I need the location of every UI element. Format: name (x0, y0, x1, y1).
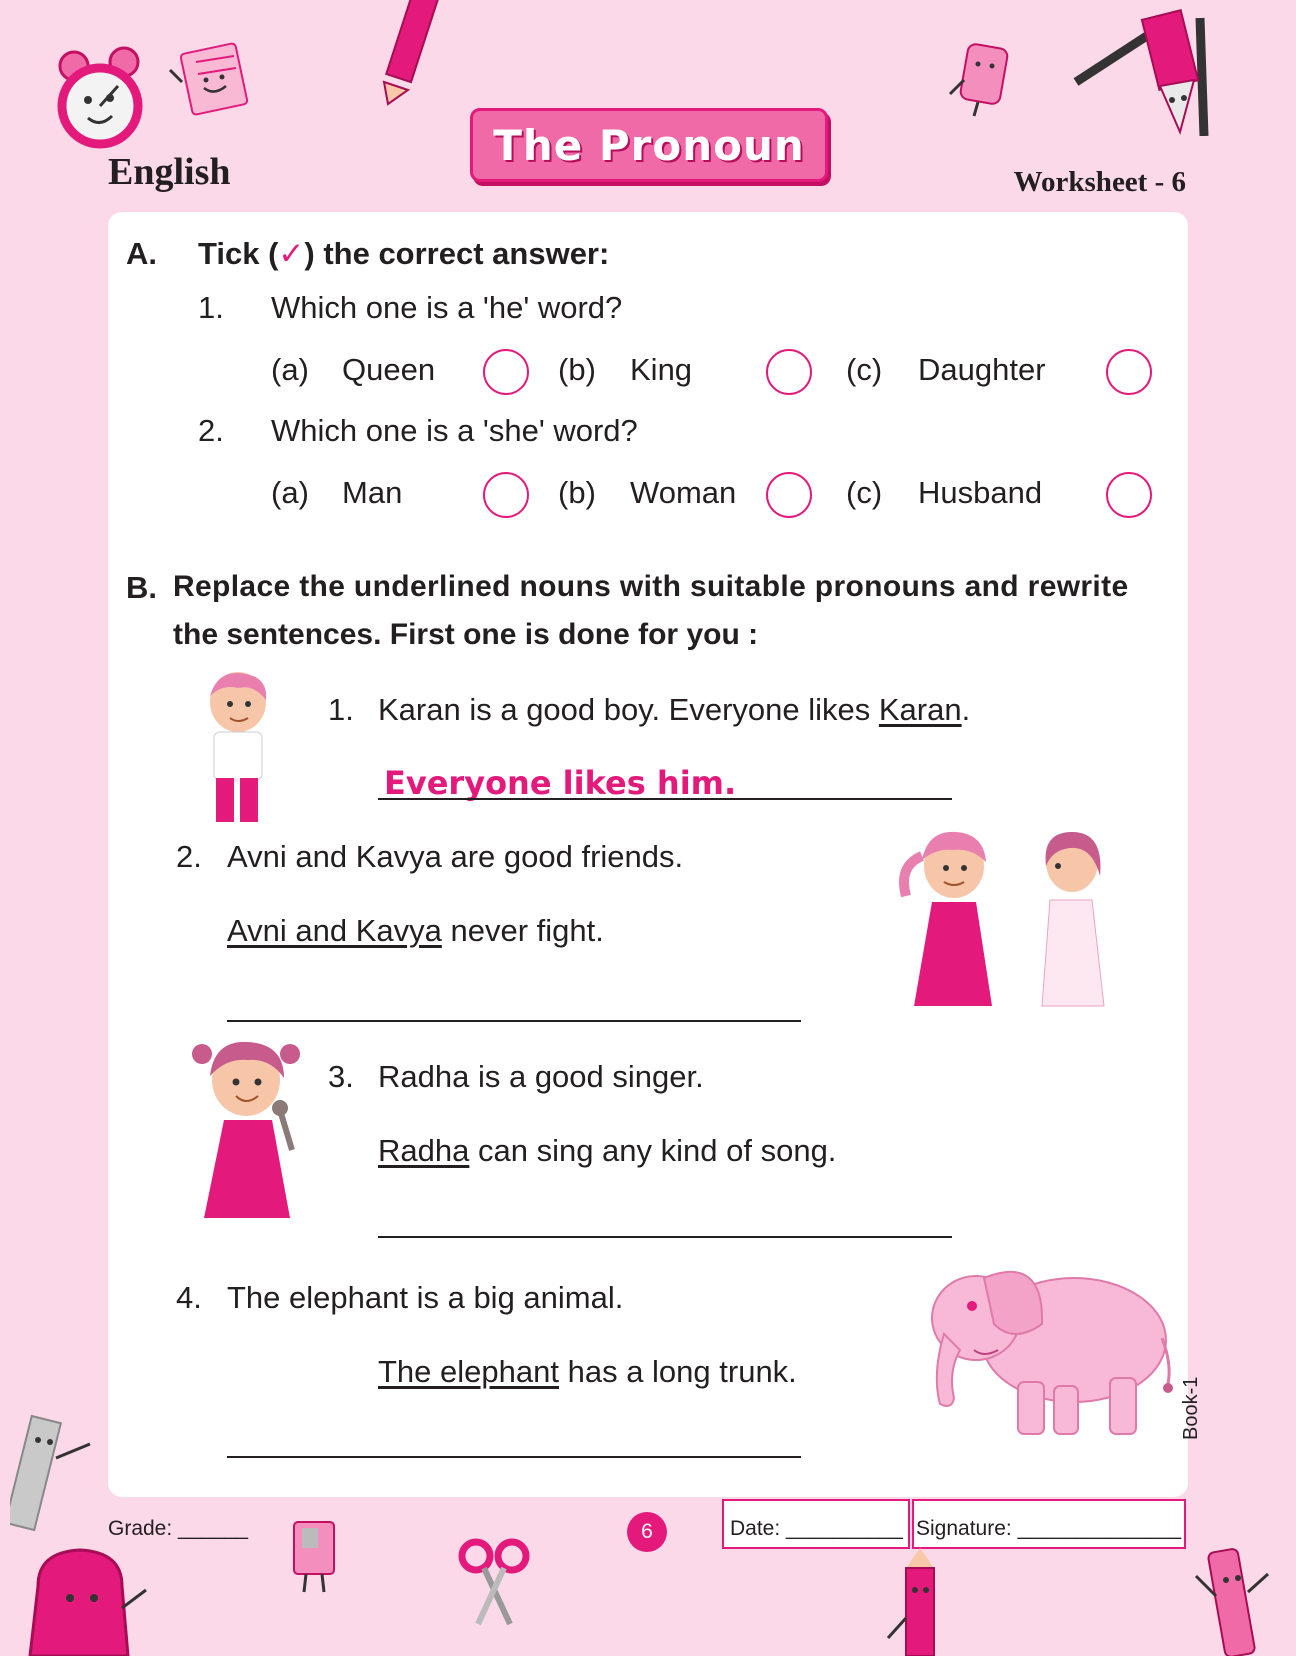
sentence-text: has a long trunk. (558, 1354, 797, 1389)
option-label: (a) (271, 352, 309, 387)
option-label: (c) (846, 475, 883, 510)
elephant-illustration (914, 1254, 1178, 1442)
page-number: 6 (627, 1512, 667, 1552)
option-text: Woman (630, 475, 737, 510)
marker-character-icon (1192, 1540, 1272, 1656)
scissors-icon (454, 1536, 534, 1628)
option-text: Husband (918, 475, 1043, 510)
option-text: King (630, 352, 693, 387)
sentence-text: can sing any kind of song. (469, 1133, 837, 1168)
answer-line[interactable] (227, 1456, 801, 1458)
answer-line[interactable] (227, 1020, 801, 1022)
section-a-instruction (198, 236, 609, 272)
underlined-noun: Avni and Kavya (227, 913, 442, 948)
date-field[interactable]: Date: __________ (730, 1517, 903, 1540)
notepad-icon (168, 42, 258, 122)
book-label: Book-1 (1180, 1376, 1202, 1440)
answer-line[interactable] (378, 798, 952, 800)
instruction-text: Tick ( (198, 236, 279, 271)
alarm-clock-icon (52, 42, 152, 150)
worksheet-number: Worksheet - 6 (1013, 166, 1186, 198)
sharpener-character-icon (282, 1516, 346, 1596)
pencil-character-icon (886, 1548, 956, 1656)
grade-field[interactable]: Grade: ______ (108, 1517, 249, 1540)
item-number: 1. (328, 692, 354, 727)
page-title: The Pronoun (493, 120, 805, 170)
item-number: 4. (176, 1280, 202, 1315)
item-sentence: Avni and Kavya are good friends. (227, 839, 684, 874)
item-sentence (378, 692, 970, 728)
sentence-text: Karan is a good boy. Everyone likes (378, 692, 879, 727)
underlined-noun: Karan (878, 692, 962, 727)
answer-circle[interactable] (766, 349, 812, 395)
ruler-pencil-icon (1070, 8, 1220, 136)
answer-circle[interactable] (483, 472, 529, 518)
answer-circle[interactable] (766, 472, 812, 518)
instruction-text: ) the correct answer: (304, 236, 610, 271)
section-b-letter: B. (126, 570, 157, 605)
sample-answer: Everyone likes him. (384, 764, 737, 802)
item-number: 2. (176, 839, 202, 874)
option-label: (b) (558, 352, 596, 387)
two-girls-illustration (892, 826, 1124, 1012)
option-label: (a) (271, 475, 309, 510)
item-rewrite-sentence (378, 1354, 797, 1390)
subject-label: English (108, 151, 231, 193)
singing-girl-illustration (180, 1032, 320, 1222)
section-a-letter: A. (126, 236, 157, 271)
boy-illustration (198, 668, 284, 826)
question-number: 1. (198, 290, 224, 325)
eraser-icon (944, 40, 1024, 120)
item-rewrite-sentence (378, 1133, 836, 1169)
title-banner (470, 108, 828, 182)
section-b-instruction-line1: Replace the underlined nouns with suitable pronouns and rewrite (173, 570, 1129, 603)
item-sentence: The elephant is a big animal. (227, 1280, 624, 1315)
item-rewrite-sentence (227, 913, 604, 949)
option-text: Queen (342, 352, 436, 387)
question-text: Which one is a 'she' word? (271, 413, 638, 448)
underlined-noun: Radha (378, 1133, 470, 1168)
option-text: Man (342, 475, 403, 510)
pencil-icon (370, 0, 440, 108)
item-sentence: Radha is a good singer. (378, 1059, 704, 1094)
sentence-text: never fight. (441, 913, 604, 948)
underlined-noun: The elephant (378, 1354, 559, 1389)
tick-mark-icon: ✓ (278, 236, 305, 271)
option-label: (c) (846, 352, 883, 387)
section-b-instruction-line2: the sentences. First one is done for you : (173, 618, 759, 651)
answer-circle[interactable] (1106, 349, 1152, 395)
answer-circle[interactable] (1106, 472, 1152, 518)
question-text: Which one is a 'he' word? (271, 290, 623, 325)
answer-circle[interactable] (483, 349, 529, 395)
option-text: Daughter (918, 352, 1046, 387)
question-number: 2. (198, 413, 224, 448)
option-label: (b) (558, 475, 596, 510)
item-number: 3. (328, 1059, 354, 1094)
signature-field[interactable]: Signature: ______________ (916, 1517, 1182, 1540)
answer-line[interactable] (378, 1236, 952, 1238)
bag-character-icon (18, 1528, 148, 1656)
sentence-text: . (961, 692, 971, 727)
ruler-character-icon (10, 1408, 94, 1532)
